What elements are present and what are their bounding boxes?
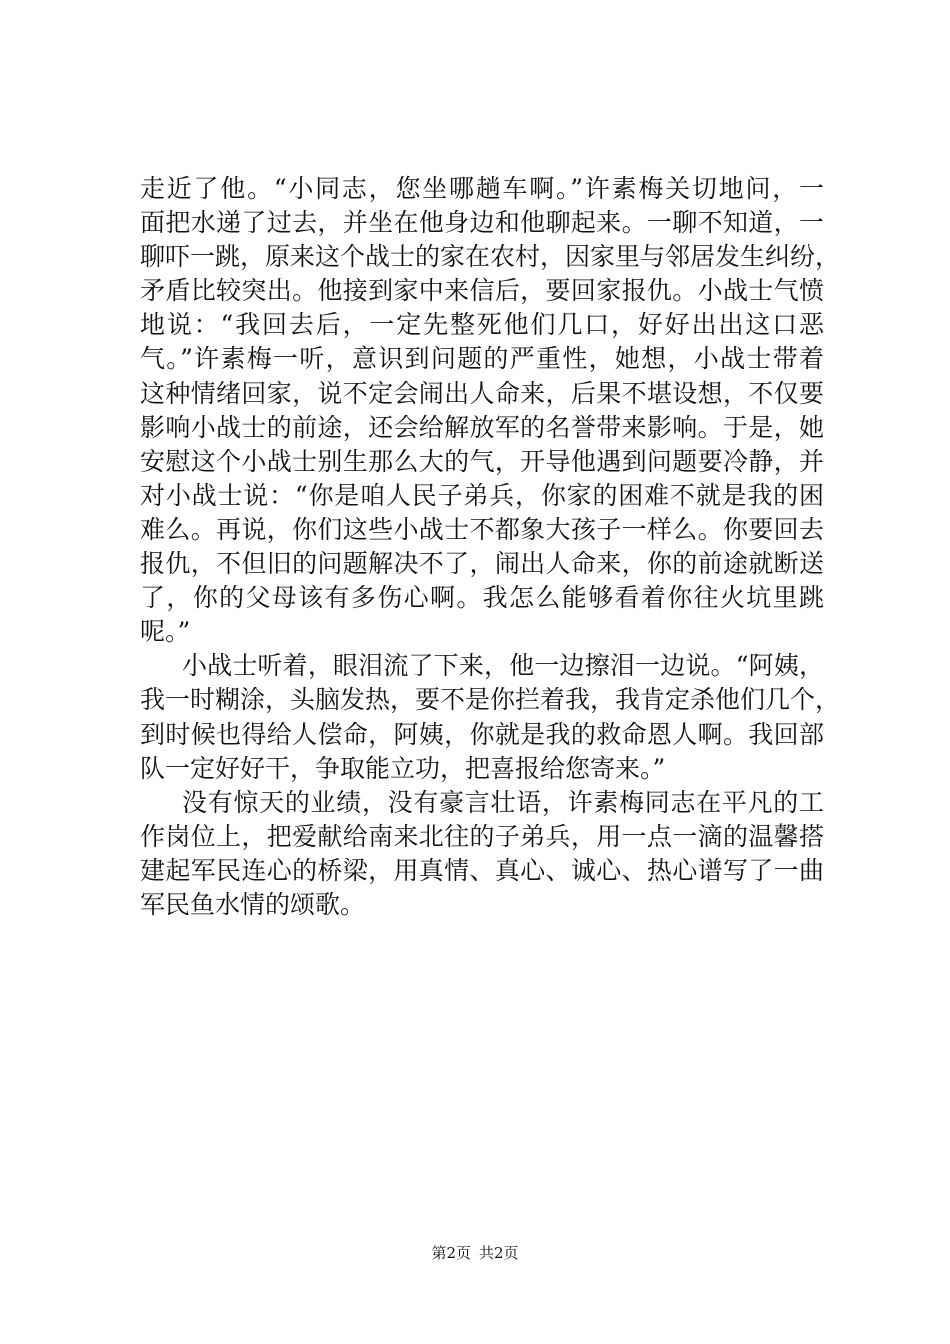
text-line: 面把水递了过去，并坐在他身边和他聊起来。一聊不知道，一 <box>140 208 824 238</box>
text-line: 报仇，不但旧的问题解决不了，闹出人命来，你的前途就断送 <box>140 549 824 579</box>
page-total: 共2页 <box>479 1244 519 1262</box>
text-line: 建起军民连心的桥梁，用真情、真心、诚心、热心谱写了一曲 <box>140 855 824 885</box>
text-line: 我一时糊涂，头脑发热，要不是你拦着我，我肯定杀他们几个， <box>140 685 841 715</box>
text-line: 影响小战士的前途，还会给解放军的名誉带来影响。于是，她 <box>140 412 824 442</box>
text-line: 了，你的父母该有多伤心啊。我怎么能够看着你往火坑里跳 <box>140 583 824 613</box>
text-line: 到时候也得给人偿命，阿姨，你就是我的救命恩人啊。我回部 <box>140 719 824 749</box>
page-number: 第2页 <box>431 1244 471 1262</box>
text-line: 难么。再说，你们这些小战士不都象大孩子一样么。你要回去 <box>140 514 824 544</box>
page-footer <box>0 1243 950 1263</box>
text-line: 队一定好好干，争取能立功，把喜报给您寄来。” <box>140 753 666 783</box>
text-line: 对小战士说：“你是咱人民子弟兵，你家的困难不就是我的困 <box>140 480 824 510</box>
text-line: 安慰这个小战士别生那么大的气，开导他遇到问题要冷静，并 <box>140 446 824 476</box>
text-line: 军民鱼水情的颂歌。 <box>140 889 366 919</box>
paragraph-first-line: 没有惊天的业绩，没有豪言壮语，许素梅同志在平凡的工 <box>182 787 824 817</box>
text-line: 作岗位上，把爱献给南来北往的子弟兵，用一点一滴的温馨搭 <box>140 821 824 851</box>
text-line: 矛盾比较突出。他接到家中来信后，要回家报仇。小战士气愤 <box>140 276 824 306</box>
body-text <box>140 172 841 922</box>
text-line: 聊吓一跳，原来这个战士的家在农村，因家里与邻居发生纠纷， <box>140 242 841 272</box>
text-line: 呢。” <box>140 617 191 647</box>
text-line: 走近了他。“小同志，您坐哪趟车啊。”许素梅关切地问，一 <box>140 174 824 203</box>
paragraph-first-line: 小战士听着，眼泪流了下来，他一边擦泪一边说。“阿姨， <box>182 651 824 681</box>
text-line: 气。”许素梅一听，意识到问题的严重性，她想，小战士带着 <box>140 344 824 374</box>
text-line: 地说：“我回去后，一定先整死他们几口，好好出出这口恶 <box>140 310 824 340</box>
text-line: 这种情绪回家，说不定会闹出人命来，后果不堪设想，不仅要 <box>140 378 824 408</box>
